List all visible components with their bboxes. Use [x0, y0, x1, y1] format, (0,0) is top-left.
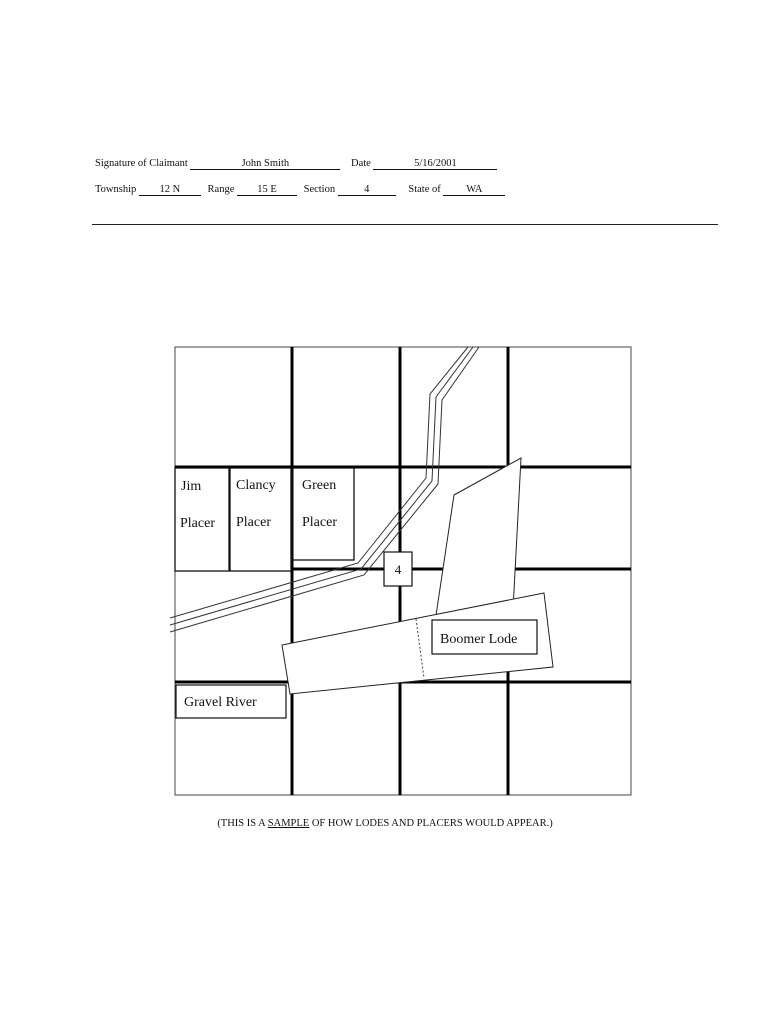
range-value: 15 E: [237, 184, 297, 196]
horizontal-divider: [92, 224, 718, 225]
caption-underlined: SAMPLE: [267, 818, 310, 829]
caption-after: OF HOW LODES AND PLACERS WOULD APPEAR.): [309, 818, 553, 829]
township-value: 12 N: [139, 184, 201, 196]
green-placer-line2: Placer: [302, 515, 337, 530]
clancy-placer-line1: Clancy: [236, 478, 276, 493]
section-value: 4: [338, 184, 396, 196]
range-label: Range: [207, 184, 235, 195]
section-number-label: 4: [394, 562, 402, 577]
claimant-date-row: [95, 158, 497, 170]
jim-placer-line1: Jim: [181, 479, 202, 494]
claimant-value: John Smith: [190, 158, 340, 170]
jim-placer-line2: Placer: [180, 516, 215, 531]
sample-caption: [0, 818, 770, 829]
township-label: Township: [95, 184, 137, 195]
state-value: WA: [443, 184, 505, 196]
state-label: State of: [408, 184, 441, 195]
clancy-placer-line2: Placer: [236, 515, 271, 530]
caption-before: (THIS IS A: [217, 818, 268, 829]
boomer-lode-label: Boomer Lode: [440, 632, 518, 647]
location-row: [95, 184, 505, 196]
claimant-label: Signature of Claimant: [95, 158, 188, 169]
gravel-river-label: Gravel River: [184, 695, 257, 710]
claims-map: [168, 340, 638, 805]
date-value: 5/16/2001: [373, 158, 497, 170]
section-label: Section: [303, 184, 336, 195]
date-label: Date: [350, 158, 371, 169]
green-placer-line1: Green: [302, 478, 337, 493]
vertical-lode-claim: [435, 458, 521, 622]
